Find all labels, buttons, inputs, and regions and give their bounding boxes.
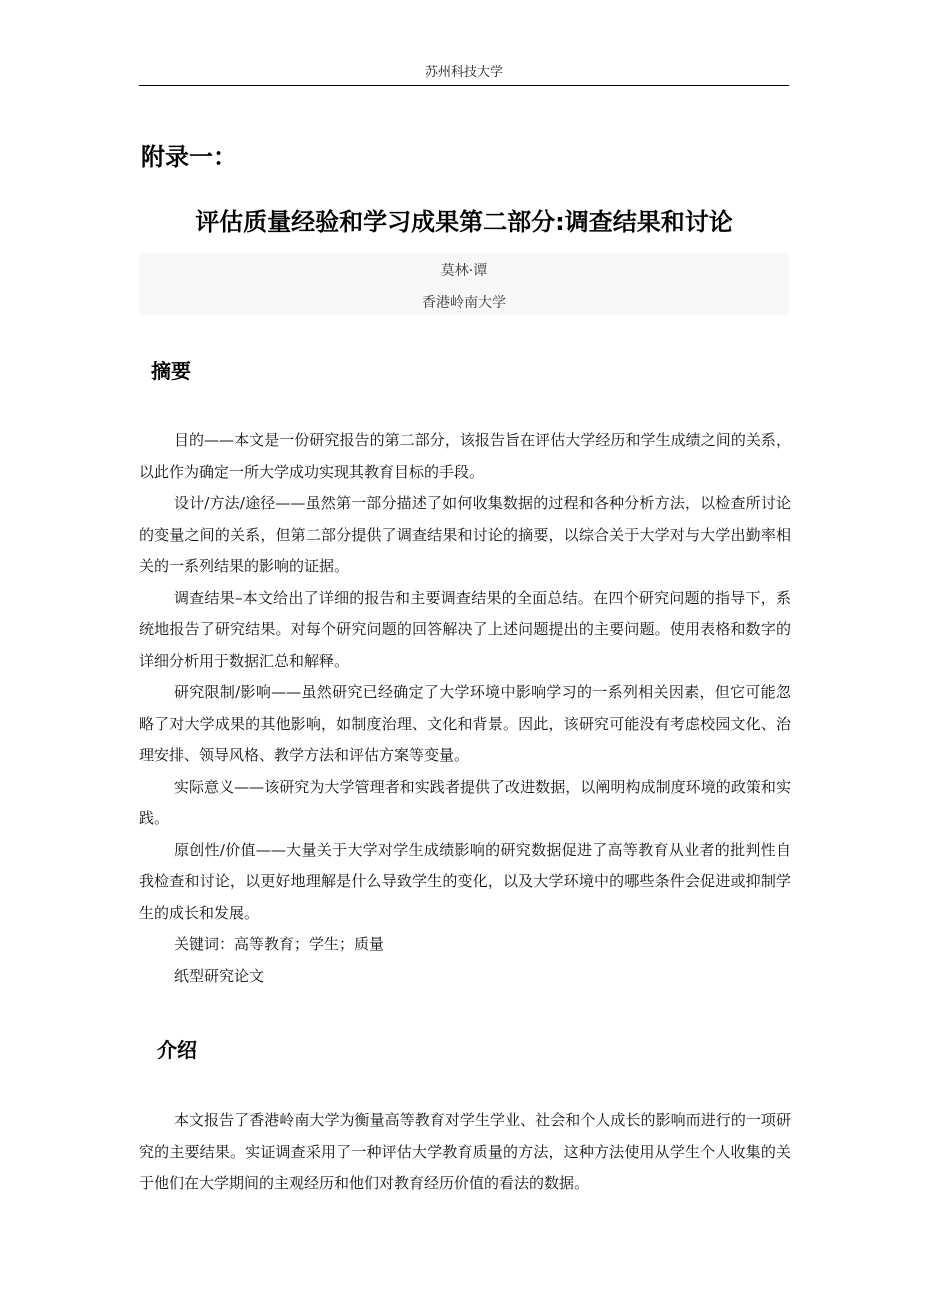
abstract-originality: 原创性/价值——大量关于大学对学生成绩影响的研究数据促进了高等教育从业者的批判性自我检查和讨论，以更好地理解是什么导致学生的变化，以及大学环境中的哪些条件会促进或抑制学生的成长和发展。 [139, 840, 791, 922]
author-block [139, 253, 789, 315]
appendix-label: 附录一： [141, 143, 237, 171]
author-name: 莫林·谭 [440, 263, 488, 279]
running-header: 苏州科技大学 [424, 65, 503, 80]
author-affiliation: 香港岭南大学 [422, 295, 506, 311]
abstract-paper-type: 纸型研究论文 [173, 966, 264, 985]
introduction-paragraph: 本文报告了香港岭南大学为衡量高等教育对学生学业、社会和个人成长的影响而进行的一项研究的主要结果。实证调查采用了一种评估大学教育质量的方法，这种方法使用从学生个人收集的关于他们在大学期间的主观经历和他们对教育经历价值的看法的数据。 [139, 1111, 791, 1192]
introduction-heading: 介绍 [157, 1038, 197, 1062]
abstract-body [139, 425, 791, 992]
header-rule [139, 85, 789, 86]
abstract-design: 设计/方法/途径——虽然第一部分描述了如何收集数据的过程和各种分析方法，以检查所讨论的变量之间的关系，但第二部分提供了调查结果和讨论的摘要，以综合关于大学对与大学出勤率相关的一系列结果的影响的证据。 [139, 494, 791, 575]
abstract-findings: 调查结果–本文给出了详细的报告和主要调查结果的全面总结。在四个研究问题的指导下，系统地报告了研究结果。对每个研究问题的回答解决了上述问题提出的主要问题。使用表格和数字的详细分析用于数据汇总和解释。 [139, 588, 791, 670]
abstract-keywords: 关键词：高等教育；学生；质量 [173, 935, 384, 953]
abstract-heading: 摘要 [151, 359, 191, 383]
introduction-body [139, 1105, 791, 1200]
abstract-purpose: 目的——本文是一份研究报告的第二部分，该报告旨在评估大学经历和学生成绩之间的关系，以此作为确定一所大学成功实现其教育目标的手段。 [139, 431, 791, 481]
abstract-limitations: 研究限制/影响——虽然研究已经确定了大学环境中影响学习的一系列相关因素，但它可能忽略了对大学成果的其他影响，如制度治理、文化和背景。因此，该研究可能没有考虑校园文化、治理安排、领导风格、教学方法和评估方案等变量。 [139, 683, 791, 764]
abstract-implications: 实际意义——该研究为大学管理者和实践者提供了改进数据，以阐明构成制度环境的政策和实践。 [139, 777, 791, 827]
paper-title: 评估质量经验和学习成果第二部分:调查结果和讨论 [195, 208, 733, 236]
